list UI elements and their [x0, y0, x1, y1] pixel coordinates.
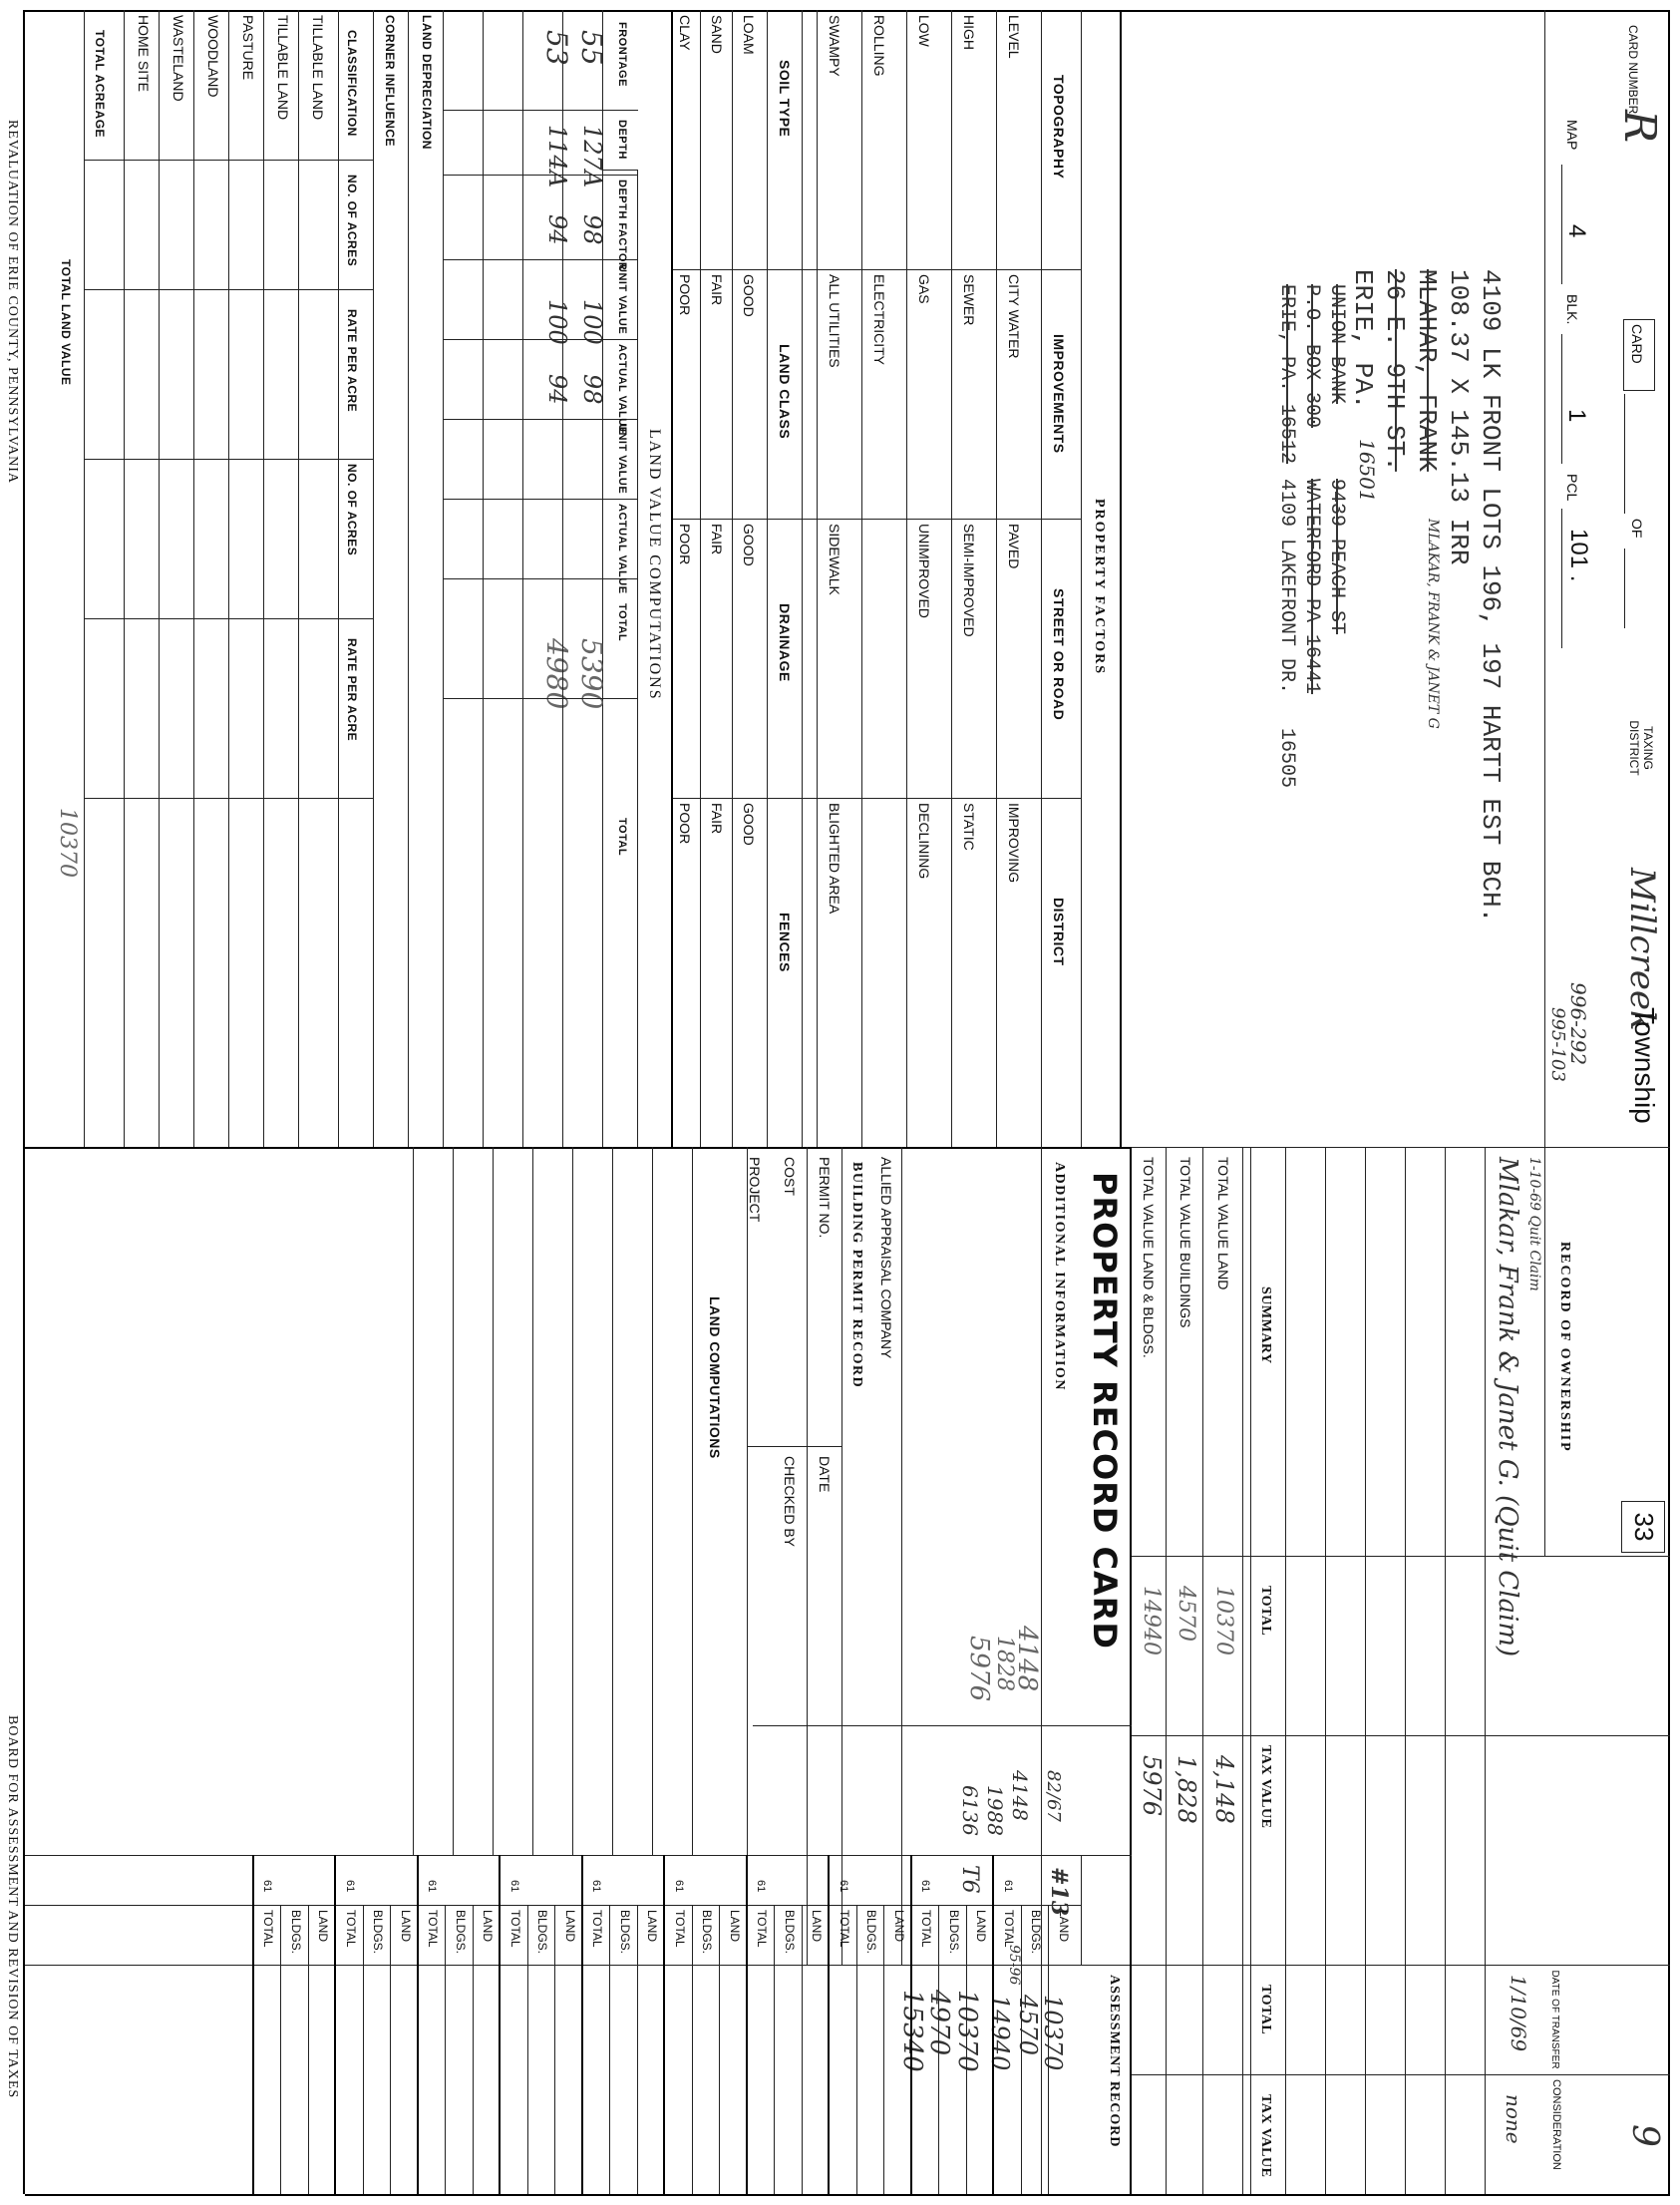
card-label: CARD	[1629, 324, 1645, 364]
assessment-year-code: 61	[590, 1880, 603, 1893]
land-computation-line	[612, 1147, 613, 1855]
property-record-card-title: PROPERTY RECORD CARD	[1086, 1172, 1124, 1650]
improvement-item: CITY WATER	[1006, 274, 1022, 359]
assessment-bldgs-label: BLDGS.	[535, 1910, 550, 1955]
consideration-label: CONSIDERATION	[1550, 2079, 1562, 2170]
district-item: STATIC	[961, 803, 977, 851]
address-line-3-zip: 16505	[1275, 728, 1298, 789]
property-line-1: 4109 LK FRONT LOTS 196, 197 HARTT EST BCH.	[1476, 269, 1506, 923]
factor-row-line	[861, 10, 862, 1147]
assessment-land-label: LAND	[316, 1910, 331, 1943]
right-tax-value-header: TAX VALUE	[1258, 2094, 1273, 2178]
lv-header: UNIT VALUE	[616, 424, 628, 495]
of-label: OF	[1629, 519, 1645, 539]
property-line-6: UNION BANK	[1325, 284, 1348, 405]
land-computations-label: LAND COMPUTATIONS	[707, 1296, 723, 1459]
total-acreage-label: TOTAL ACREAGE	[93, 30, 107, 139]
blk-value: 1	[1563, 409, 1590, 423]
soil-item: CLAY	[677, 15, 693, 51]
assessment-land-label: LAND	[563, 1910, 577, 1943]
assessment-row-line	[610, 1905, 611, 2194]
assessment-group-line	[581, 1855, 583, 2194]
pencil-value-2: 1828	[992, 1636, 1017, 1691]
assessment-group-line	[910, 1855, 912, 2194]
classification-row-line	[228, 10, 229, 1147]
land-value-computations-title: LAND VALUE COMPUTATIONS	[646, 429, 663, 701]
building-permit-record-label: BUILDING PERMIT RECORD	[849, 1162, 864, 1389]
assessment-group-line	[500, 1855, 502, 2194]
value2-3: 6136	[958, 1785, 982, 1836]
corner-influence-label: CORNER INFLUENCE	[383, 15, 397, 148]
stamp-1: 82/67	[1043, 1770, 1064, 1822]
lv-header: UNIT VALUE	[616, 264, 628, 335]
land-class-item: POOR	[677, 274, 693, 316]
lv-header: ACTUAL VALUE	[616, 344, 628, 435]
permit-number-label: PERMIT NO.	[817, 1157, 833, 1239]
lv-column-line	[444, 259, 638, 260]
map-label: MAP	[1564, 120, 1580, 151]
assessment-row-line	[1049, 1905, 1050, 2194]
summary-row-total-total: 14940	[1139, 1586, 1164, 1655]
acre-header-rate-per-acre-2: RATE PER ACRE	[345, 638, 359, 742]
corner-number: 9	[1624, 2124, 1665, 2147]
classification-item: HOME SITE	[136, 15, 152, 93]
assessment-bldgs-label: BLDGS.	[289, 1910, 303, 1955]
right-total-header: TOTAL	[1258, 1985, 1273, 2035]
classification-item: WASTELAND	[170, 15, 186, 102]
land-computation-line	[572, 1147, 573, 1855]
assessment-row-line	[473, 1905, 474, 2194]
assessment-land-label: LAND	[481, 1910, 496, 1943]
assessment-total-label: TOTAL	[1002, 1910, 1016, 1948]
assessment-bldgs-label: BLDGS.	[783, 1910, 797, 1955]
assessment-stamp-b: T6	[957, 1865, 982, 1894]
property-line-3: MLAHAR, FRANK	[1412, 269, 1442, 472]
assessment-row-line	[446, 1905, 447, 2194]
street-item: PAVED	[1006, 524, 1022, 569]
assessment-group-line	[746, 1855, 748, 2194]
assessment-total-label: TOTAL	[344, 1910, 358, 1948]
acre-column-line	[85, 459, 374, 460]
ownership-entry-note: 1-10-69 Quit Claim	[1526, 1157, 1542, 1291]
summary-title: SUMMARY	[1258, 1286, 1273, 1364]
summary-row-land-tax: 4,148	[1210, 1755, 1238, 1824]
permit-cost-label: COST	[782, 1157, 798, 1196]
land-class-header: LAND CLASS	[777, 344, 793, 440]
lv-column-line	[444, 110, 638, 111]
lv-row1-depth: 127A	[578, 125, 606, 188]
map-value: 4	[1563, 224, 1590, 238]
acre-column-line	[85, 160, 374, 161]
classification-row-line	[298, 10, 299, 1147]
lv-column-line	[444, 175, 638, 176]
assessment-group-line	[664, 1855, 666, 2194]
lv-row2-frontage: 53	[540, 30, 573, 66]
assessment-bldgs-label: BLDGS.	[700, 1910, 715, 1955]
record-of-ownership-title: RECORD OF OWNERSHIP	[1557, 1242, 1572, 1453]
value2-1: 4148	[1008, 1770, 1032, 1821]
lv-row1-frontage: 55	[575, 30, 608, 66]
fence-item: POOR	[677, 803, 693, 845]
pcl-label: PCL	[1564, 474, 1580, 502]
district-item: BLIGHTED AREA	[827, 803, 842, 915]
assessment-bldgs-label: BLDGS.	[454, 1910, 468, 1955]
property-line-5: ERIE, PA.	[1348, 269, 1378, 410]
assessment-stamp-a: #13	[1046, 1867, 1072, 1917]
assessment-total-label: TOTAL	[508, 1910, 522, 1948]
factor-row-line	[817, 10, 818, 1147]
summary-row-buildings-total: 4570	[1174, 1586, 1198, 1642]
district-name: Millcreek	[1622, 868, 1662, 1031]
deed-reference-2: 995-103	[1547, 1007, 1568, 1082]
land-computation-line	[652, 1147, 653, 1855]
soil-item: SAND	[709, 15, 725, 54]
classification-item: TILLABLE LAND	[275, 15, 291, 121]
assessment-total-label: TOTAL	[755, 1910, 770, 1948]
improvement-item: ALL UTILITIES	[827, 274, 842, 368]
drainage-item: FAIR	[709, 524, 725, 555]
address-line-3: 4109 LAKEFRONT DR.	[1275, 479, 1298, 695]
assessment-bldgs-2: 4970	[924, 1990, 954, 2056]
assessment-year-code: 61	[1002, 1880, 1014, 1893]
drainage-header: DRAINAGE	[777, 603, 793, 682]
assessment-row-line	[1021, 1905, 1022, 2194]
acre-header-no-of-acres-1: NO. OF ACRES	[345, 175, 359, 267]
assessment-land-label: LAND	[892, 1910, 906, 1943]
assessment-total-1: 14940	[986, 1995, 1014, 2071]
assessment-land-label: LAND	[1057, 1910, 1071, 1943]
street-item: SIDEWALK	[827, 524, 842, 595]
property-line-7: P.O. BOX 300	[1300, 284, 1323, 429]
total-land-value-label: TOTAL LAND VALUE	[59, 259, 73, 386]
property-line-8: ERIE, PA. 16512	[1275, 284, 1298, 465]
assessment-row-line	[692, 1905, 693, 2194]
taxing-district-label: TAXING DISTRICT	[1627, 720, 1655, 776]
total-land-value-amount: 10370	[55, 808, 80, 878]
allied-appraisal-company: ALLIED APPRAISAL COMPANY	[878, 1157, 894, 1359]
drainage-item: GOOD	[741, 524, 757, 566]
property-factors-title: PROPERTY FACTORS	[1092, 499, 1107, 676]
acre-column-line	[85, 289, 374, 290]
assessment-group-line	[335, 1855, 337, 2194]
lv-row-line	[408, 10, 409, 1147]
pcl-value: 101 .	[1565, 529, 1592, 582]
street-item: SEMI-IMPROVED	[961, 524, 977, 637]
classification-item: WOODLAND	[205, 15, 221, 98]
assessment-record-title: ASSESSMENT RECORD	[1107, 1975, 1122, 2148]
assessment-row-line	[939, 1905, 940, 2194]
summary-row-buildings-label: TOTAL VALUE BUILDINGS	[1177, 1157, 1193, 1328]
assessment-bldgs-label: BLDGS.	[1029, 1910, 1044, 1955]
assessment-land-label: LAND	[810, 1910, 825, 1943]
lv-row-line	[522, 10, 523, 1147]
assessment-land-label: LAND	[399, 1910, 413, 1943]
lv-row1-actual: 98	[578, 374, 606, 405]
ownership-entry-consideration: none	[1502, 2094, 1525, 2144]
deed-reference-1: 996-292	[1566, 982, 1590, 1066]
assessment-row-line	[637, 1905, 638, 2194]
pencil-value-3: 5976	[964, 1636, 994, 1702]
lv-column-line	[444, 578, 638, 579]
factor-row-line	[906, 10, 907, 1147]
lv-header: DEPTH	[616, 120, 628, 160]
classification-item: PASTURE	[240, 15, 256, 81]
lv-row-line	[443, 10, 444, 1147]
blk-label: BLK.	[1564, 294, 1580, 325]
lv-row-line	[483, 10, 484, 1147]
assessment-total-label: TOTAL	[590, 1910, 605, 1948]
assessment-land-1: 10370	[1039, 1995, 1067, 2071]
assessment-row-line	[720, 1905, 721, 2194]
assessment-total-label: TOTAL	[673, 1910, 687, 1948]
topography-item: SWAMPY	[827, 15, 842, 77]
acre-column-line	[85, 618, 374, 619]
improvement-item: GAS	[916, 274, 932, 304]
permit-date-label: DATE	[817, 1456, 833, 1493]
footer-right: BOARD FOR ASSESSMENT AND REVISION OF TAXES	[5, 1715, 20, 2099]
assessment-row-line	[802, 1905, 803, 2194]
assessment-land-2: 10370	[952, 1990, 982, 2072]
drainage-item: POOR	[677, 524, 693, 565]
lv-column-line	[444, 499, 638, 500]
property-line-3-hand: MLAKAR, FRANK & JANET G	[1425, 519, 1441, 729]
assessment-land-label: LAND	[974, 1910, 989, 1943]
assessment-total-label: TOTAL	[426, 1910, 441, 1948]
assessment-land-label: LAND	[645, 1910, 660, 1943]
checked-by-label: CHECKED BY	[782, 1456, 798, 1548]
topography-header: TOPOGRAPHY	[1051, 75, 1067, 180]
assessment-row-line	[884, 1905, 885, 2194]
project-label: PROJECT	[747, 1157, 763, 1223]
lv-row1-unit: 100	[578, 299, 606, 345]
property-line-4: 26 E. 9TH ST.	[1380, 269, 1410, 472]
soil-row-line	[700, 10, 701, 1147]
assessment-year-code: 61	[426, 1880, 439, 1893]
lv-header: DEPTH FACTOR	[616, 180, 628, 271]
lv-row2-actual: 94	[543, 374, 571, 405]
assessment-total-label: TOTAL	[838, 1910, 851, 1948]
footer-left: REVALUATION OF ERIE COUNTY, PENNSYLVANIA	[5, 120, 20, 485]
lv-column-line	[444, 698, 638, 699]
classification-row-line	[193, 10, 194, 1147]
summary-row-buildings-tax: 1,828	[1173, 1755, 1200, 1824]
fence-item: FAIR	[709, 803, 725, 835]
assessment-row-line	[527, 1905, 528, 2194]
assessment-bldgs-1: 4570	[1014, 1995, 1042, 2056]
lv-row1-factor: 98	[578, 214, 606, 245]
property-line-2: 108.37 X 145.13 IRR	[1444, 269, 1474, 565]
card-number-value: R	[1614, 110, 1665, 144]
assessment-row-line	[966, 1905, 967, 2194]
card-number-label: CARD NUMBER	[1626, 25, 1640, 115]
land-computation-line	[692, 1147, 693, 1855]
address-line-2: WATERFORD PA 16441	[1300, 479, 1323, 695]
address-line-1: 9439 PEACH ST	[1325, 479, 1348, 635]
summary-row-land-total: 10370	[1211, 1586, 1236, 1655]
lv-row2-unit: 100	[543, 299, 571, 345]
total-acreage-line	[84, 10, 85, 1147]
street-item: UNIMPROVED	[916, 524, 932, 618]
assessment-year-code: 61	[508, 1880, 520, 1893]
factor-row-line	[951, 10, 952, 1147]
assessment-bldgs-label: BLDGS.	[864, 1910, 879, 1955]
fence-item: GOOD	[741, 803, 757, 846]
fences-header: FENCES	[777, 913, 793, 972]
property-line-5-zip: 16501	[1355, 439, 1379, 503]
assessment-land-label: LAND	[728, 1910, 742, 1943]
assessment-total-2: 15340	[897, 1990, 927, 2072]
assessment-year-code: 61	[344, 1880, 356, 1893]
lv-column-line	[444, 419, 638, 420]
assessment-year-code: 61	[755, 1880, 768, 1893]
assessment-row-line	[281, 1905, 282, 2194]
improvement-item: SEWER	[961, 274, 977, 326]
soil-type-header: SOIL TYPE	[777, 60, 793, 138]
ownership-entry-date: 1/10/69	[1507, 1975, 1530, 2052]
improvements-header: IMPROVEMENTS	[1051, 334, 1067, 454]
classification-row-line	[263, 10, 264, 1147]
assessment-group-line	[829, 1855, 831, 2194]
assessment-bldgs-label: BLDGS.	[371, 1910, 386, 1955]
improvement-item: ELECTRICITY	[871, 274, 887, 366]
stamp-2: 95-96	[1006, 1945, 1022, 1986]
acre-column-line	[85, 798, 374, 799]
summary-row-total-label: TOTAL VALUE LAND & BLDGS.	[1141, 1157, 1157, 1358]
district-header: DISTRICT	[1051, 898, 1067, 966]
lv-header: TOTAL	[616, 818, 628, 857]
lv-row-line	[338, 10, 339, 1147]
topography-item: LEVEL	[1006, 15, 1022, 59]
box-number: 33	[1621, 1501, 1665, 1553]
topography-item: ROLLING	[871, 15, 887, 77]
district-item: DECLINING	[916, 803, 932, 880]
assessment-total-label: TOTAL	[261, 1910, 276, 1948]
land-computation-line	[413, 1147, 414, 1855]
summary-row-land-label: TOTAL VALUE LAND	[1215, 1157, 1231, 1290]
topography-item: LOW	[916, 15, 932, 47]
soil-row-line	[732, 10, 733, 1147]
lv-row2-depth: 114A	[543, 125, 571, 188]
acre-header-rate-per-acre-1: RATE PER ACRE	[345, 309, 359, 413]
assessment-total-label: TOTAL	[919, 1910, 934, 1948]
assessment-row-line	[363, 1905, 364, 2194]
assessment-bldgs-label: BLDGS.	[618, 1910, 632, 1955]
assessment-group-line	[417, 1855, 419, 2194]
lv-row2-factor: 94	[543, 214, 571, 245]
lv-row2-total: 4980	[540, 638, 573, 710]
land-computation-line	[453, 1147, 454, 1855]
assessment-year-code: 61	[919, 1880, 932, 1893]
lv-column-line	[603, 170, 638, 171]
lv-column-line	[444, 339, 638, 340]
assessment-year-code: 61	[673, 1880, 685, 1893]
acre-header-classification: CLASSIFICATION	[345, 30, 359, 137]
land-class-item: GOOD	[741, 274, 757, 317]
summary-total-header: TOTAL	[1258, 1586, 1273, 1637]
ownership-entry-name: Mlakar, Frank & Janet G. (Quit Claim)	[1493, 1157, 1522, 1657]
street-header: STREET OR ROAD	[1051, 588, 1067, 721]
additional-information-label: ADDITIONAL INFORMATION	[1052, 1162, 1067, 1391]
assessment-row-line	[775, 1905, 776, 2194]
lv-row1-total: 5390	[575, 638, 608, 710]
land-class-item: FAIR	[709, 274, 725, 306]
land-depreciation-label: LAND DEPRECIATION	[420, 15, 434, 150]
assessment-group-line	[252, 1855, 254, 2194]
value2-2: 1988	[983, 1785, 1007, 1836]
summary-tax-value-header: TAX VALUE	[1258, 1745, 1273, 1829]
district-item: IMPROVING	[1006, 803, 1022, 884]
assessment-row-line	[308, 1905, 309, 2194]
assessment-row-line	[391, 1905, 392, 2194]
pencil-value-1: 4148	[1012, 1626, 1042, 1692]
lv-header: ACTUAL VALUE	[616, 504, 628, 594]
lv-row-line	[562, 10, 563, 1147]
date-of-transfer-label: DATE OF TRANSFER	[1549, 1970, 1560, 2069]
classification-item: TILLABLE LAND	[310, 15, 326, 121]
assessment-row-line	[856, 1905, 857, 2194]
land-computation-line	[493, 1147, 494, 1855]
soil-item: LOAM	[741, 15, 757, 55]
summary-row-total-tax: 5976	[1138, 1755, 1166, 1817]
assessment-group-line	[993, 1855, 995, 2194]
classification-row-line	[159, 10, 160, 1147]
factor-row-line	[996, 10, 997, 1147]
assessment-row-line	[555, 1905, 556, 2194]
assessment-year-code: 61	[838, 1880, 849, 1893]
assessment-year-code: 61	[261, 1880, 274, 1893]
topography-item: HIGH	[961, 15, 977, 50]
classification-row-line	[124, 10, 125, 1147]
lv-header: TOTAL	[616, 603, 628, 642]
district-type: Township	[1629, 1007, 1660, 1124]
acre-header-no-of-acres-2: NO. OF ACRES	[345, 464, 359, 556]
lv-row-line	[373, 10, 374, 1147]
lv-header: FRONTAGE	[616, 22, 628, 87]
land-computation-line	[532, 1147, 533, 1855]
assessment-bldgs-label: BLDGS.	[947, 1910, 961, 1955]
